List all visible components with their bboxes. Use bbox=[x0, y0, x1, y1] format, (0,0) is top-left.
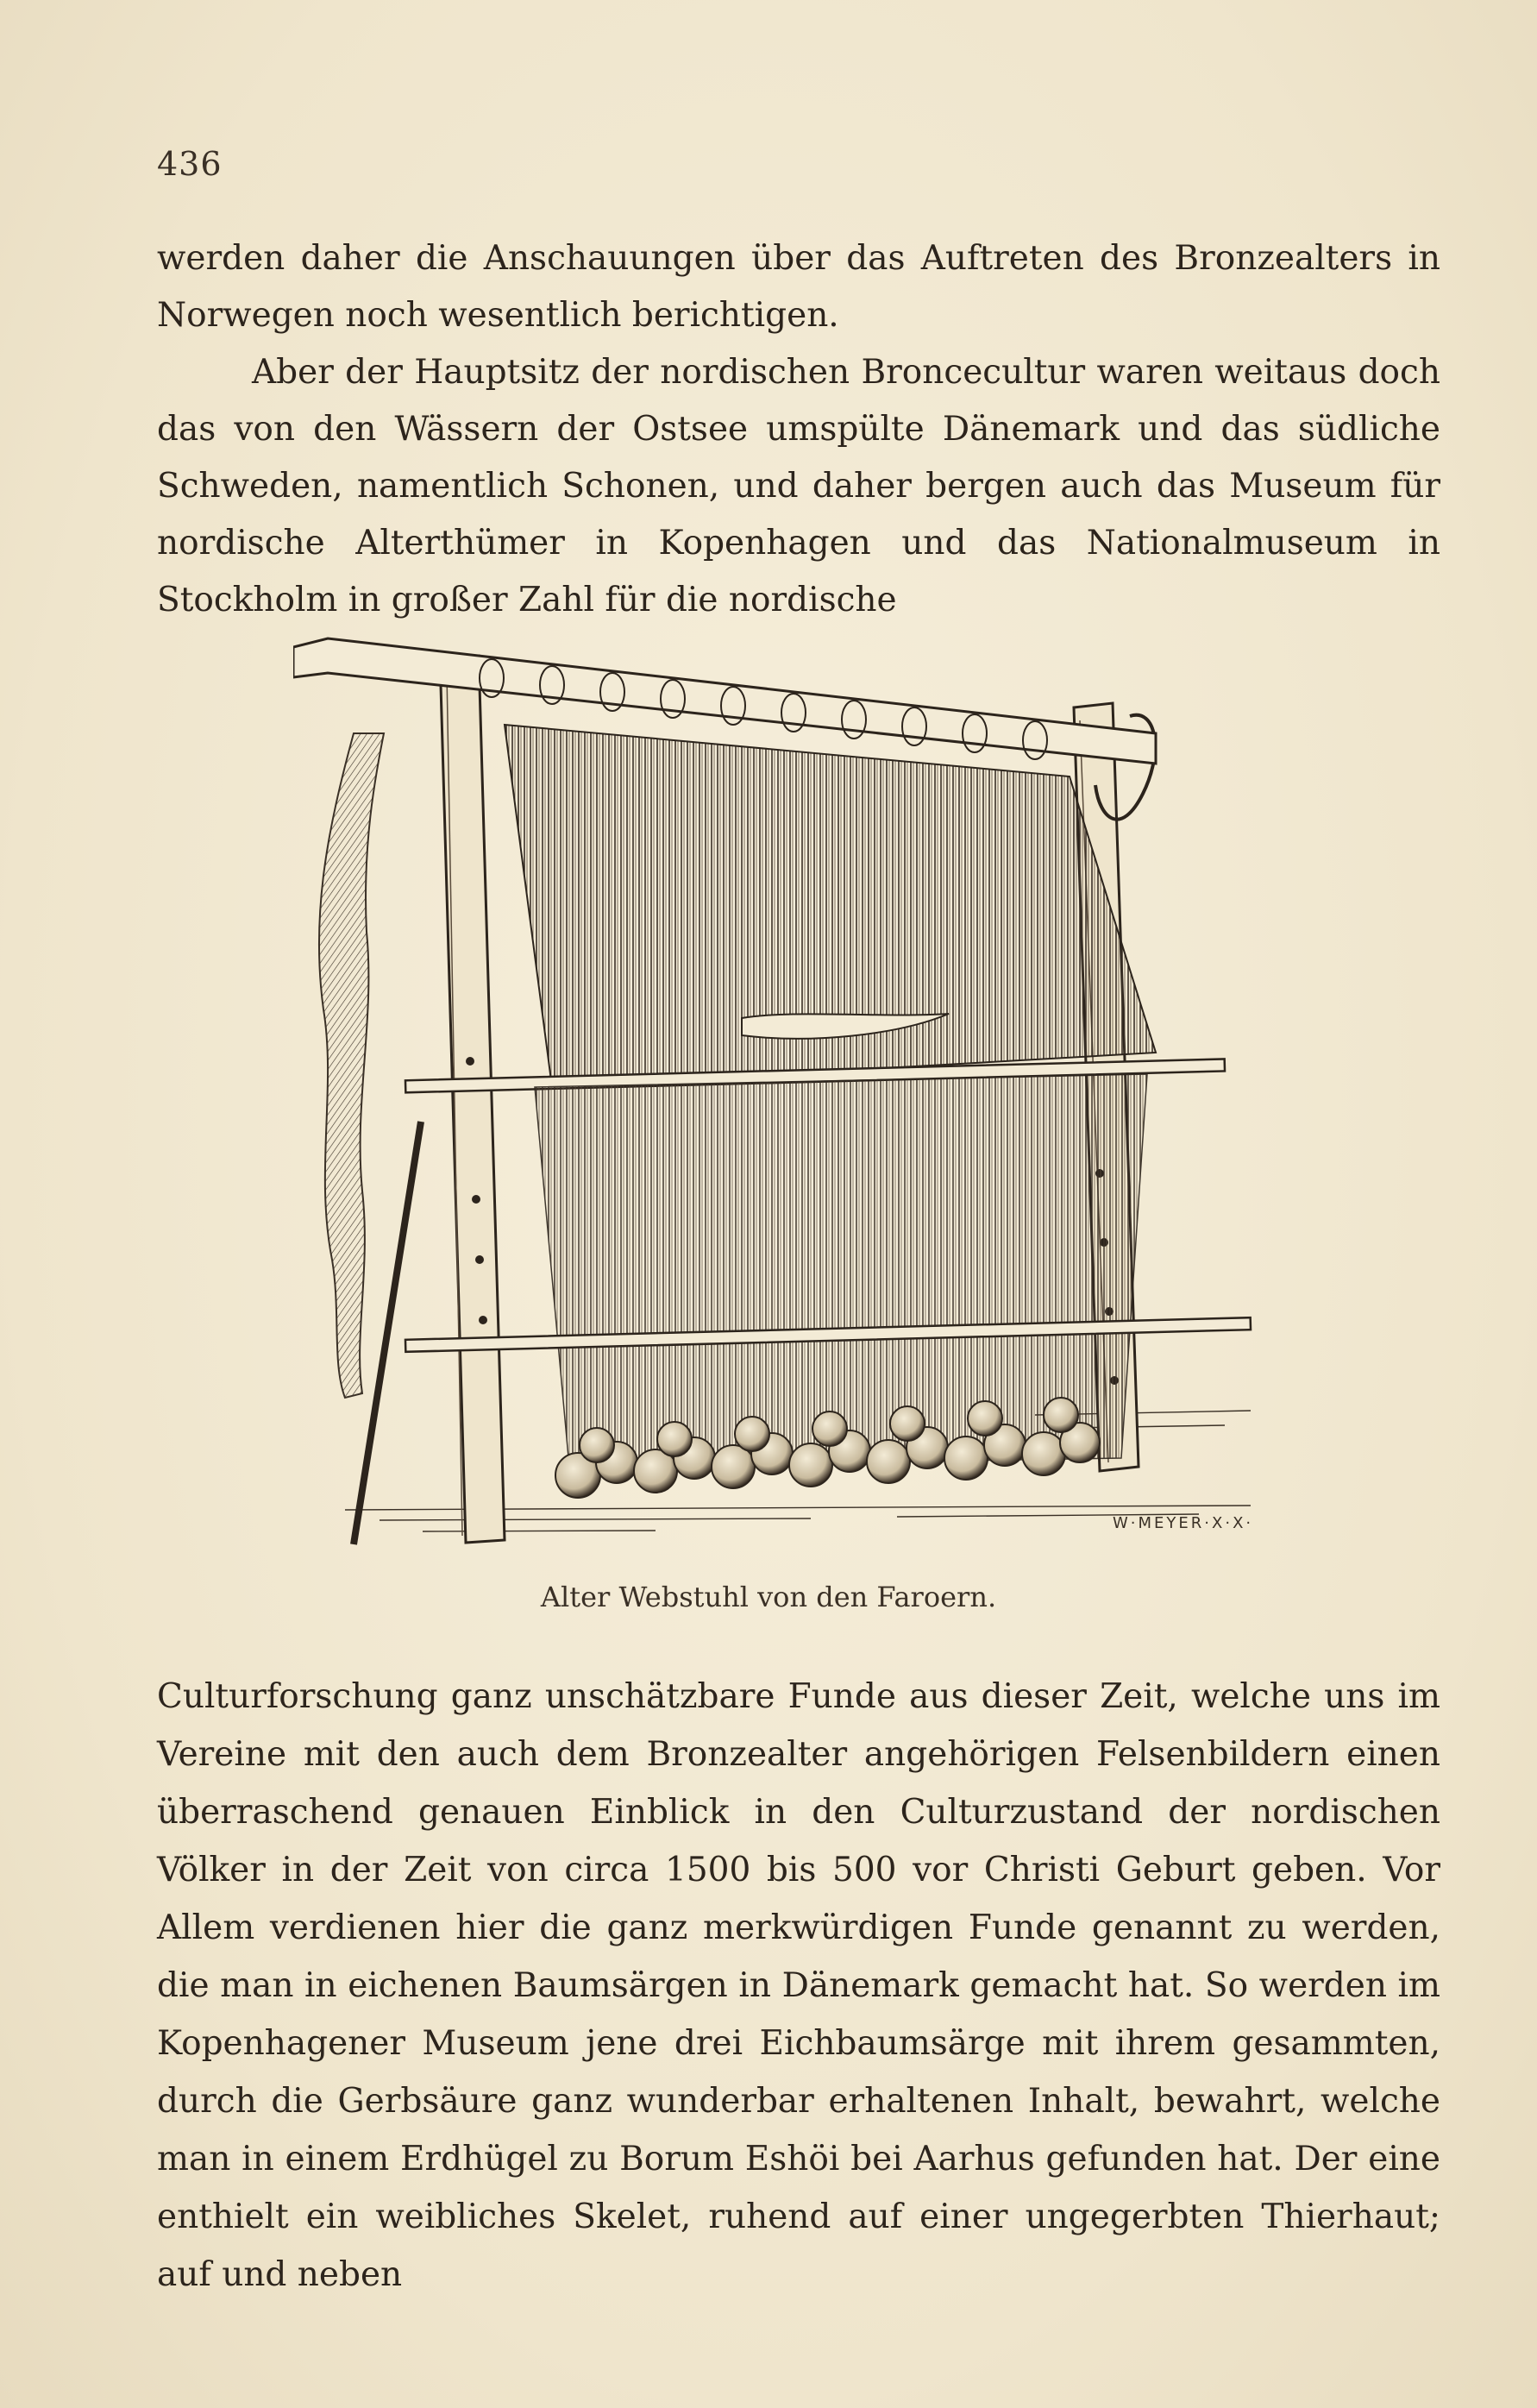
page-number: 436 bbox=[157, 145, 223, 183]
left-post bbox=[440, 656, 505, 1543]
loom-illustration bbox=[293, 604, 1277, 1579]
paragraph: Aber der Hauptsitz der nordischen Broncecultur waren weitaus doch das von den Wässern der Ostsee umspülte Dänemark und das südliche Schweden, namentlich Schonen, und daher bergen auch das Museum für nordische Alterthümer in Kopenhagen und das Nationalmuseum in Stockholm in großer Zahl für die nordische bbox=[157, 353, 1440, 619]
loom-engraving bbox=[293, 604, 1277, 1579]
paragraph: Culturforschung ganz unschätzbare Funde aus dieser Zeit, welche uns im Vereine mit den auch dem Bronzealter angehörigen Felsenbildern einen überraschend genauen Einblick in den Culturzustand der nordischen Völker in der Zeit von circa 1500 bis 500 vor Christi Geburt geben. Vor Allem verdienen hier die ganz merkwürdigen Funde genannt zu werden, die man in eichenen Baumsärgen in Dänemark gemacht hat. So werden im Kopenhagener Museum jene drei Eichbaumsärge mit ihrem gesammten, durch die Gerbsäure ganz wunderbar erhaltenen Inhalt, bewahrt, welche man in einem Erdhügel zu Borum Eshöi bei Aarhus gefunden hat. Der eine enthielt ein weibliches Skelet, ruhend auf einer ungegerbten Thierhaut; auf und neben bbox=[157, 1677, 1440, 2294]
engraver-signature: W·MEYER·X·X· bbox=[1113, 1514, 1254, 1532]
wool-skein bbox=[319, 733, 384, 1398]
text-block-bottom bbox=[157, 1668, 1440, 2304]
text-block-top bbox=[157, 230, 1440, 629]
paragraph: werden daher die Anschauungen über das Auftreten des Bronzealters in Norwegen noch wesentlich berichtigen. bbox=[157, 239, 1440, 335]
spindle bbox=[354, 1122, 421, 1544]
figure-caption: Alter Webstuhl von den Faroern. bbox=[540, 1581, 997, 1613]
